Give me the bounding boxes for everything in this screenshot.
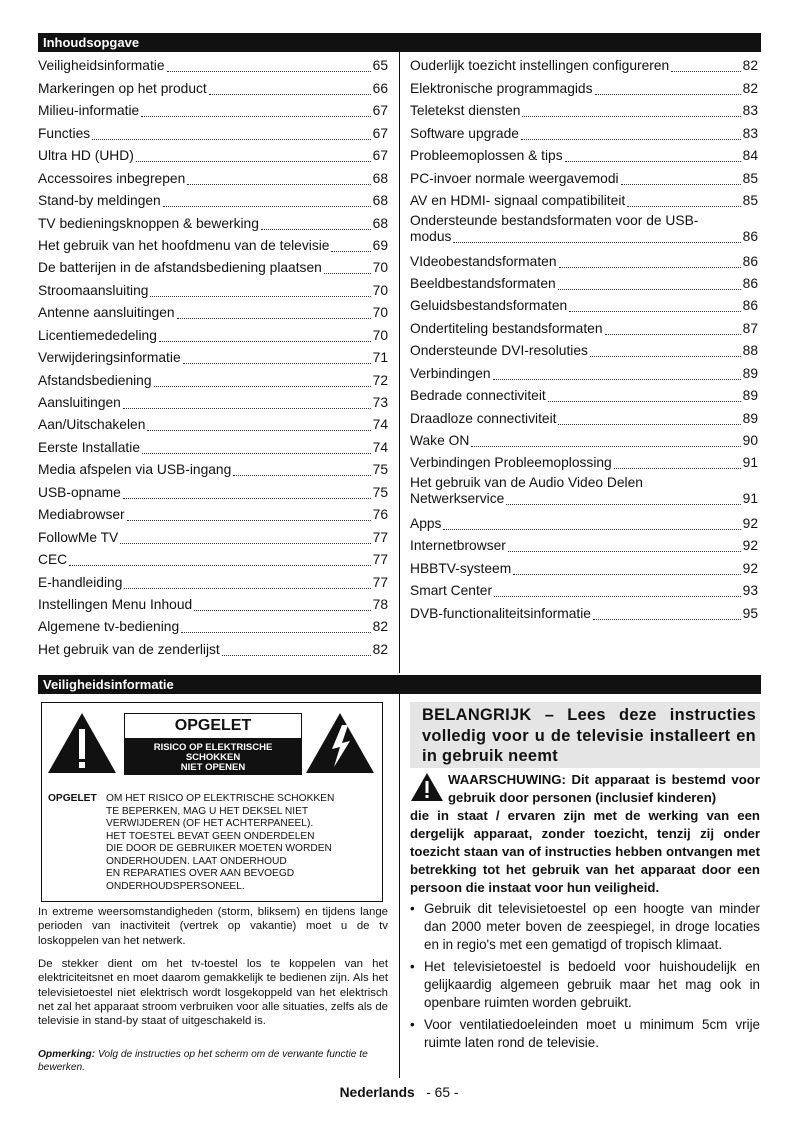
toc-entry-title: Smart Center bbox=[410, 583, 493, 599]
toc-entry-title: Elektronische programmagids bbox=[410, 80, 593, 96]
toc-leader bbox=[209, 94, 371, 95]
toc-entry bbox=[38, 411, 388, 433]
toc-entry-title: Accessoires inbegrepen bbox=[38, 170, 186, 186]
toc-leader bbox=[124, 588, 370, 589]
toc-page-number: 75 bbox=[372, 484, 388, 500]
toc-leader bbox=[123, 498, 371, 499]
toc-page-number: 67 bbox=[372, 103, 388, 119]
toc-entry-title: Aan/Uitschakelen bbox=[38, 417, 146, 433]
toc-entry bbox=[38, 232, 388, 254]
toc-entry bbox=[410, 337, 758, 359]
toc-entry-title: Afstandsbediening bbox=[38, 372, 152, 388]
toc-entry-title: Het gebruik van het hoofdmenu van de televisie bbox=[38, 237, 330, 253]
footer-language: Nederlands bbox=[339, 1085, 415, 1100]
toc-leader bbox=[565, 161, 741, 162]
toc-leader bbox=[167, 71, 371, 72]
toc-leader bbox=[154, 386, 371, 387]
toc-entry bbox=[38, 501, 388, 523]
toc-entry-title: Stroomaansluiting bbox=[38, 282, 149, 298]
toc-leader bbox=[163, 206, 371, 207]
toc-entry-title: FollowMe TV bbox=[38, 529, 119, 545]
toc-leader bbox=[181, 632, 371, 633]
toc-entry bbox=[38, 52, 388, 74]
toc-entry-title: VIdeobestandsformaten bbox=[410, 253, 557, 269]
toc-leader bbox=[443, 529, 740, 530]
toc-entry bbox=[410, 97, 758, 119]
toc-leader bbox=[493, 379, 741, 380]
toc-entry-title: Het gebruik van de zenderlijst bbox=[38, 641, 220, 657]
toc-entry-title: Apps bbox=[410, 515, 442, 531]
caution-line: OM HET RISICO OP ELEKTRISCHE SCHOKKEN bbox=[106, 793, 335, 804]
bullet-dot: • bbox=[410, 959, 415, 974]
toc-leader bbox=[521, 139, 741, 140]
toc-page-number: 68 bbox=[372, 215, 388, 231]
toc-leader bbox=[324, 273, 371, 274]
caution-label bbox=[124, 713, 302, 775]
toc-entry-title: Eerste Installatie bbox=[38, 439, 140, 455]
caution-sub-line: RISICO OP ELEKTRISCHE bbox=[153, 742, 273, 753]
toc-page-number: 77 bbox=[372, 574, 388, 590]
toc-entry bbox=[410, 74, 758, 96]
toc-page-number: 89 bbox=[742, 410, 758, 426]
toc-page-number: 82 bbox=[372, 619, 388, 635]
toc-page-number: 82 bbox=[742, 58, 758, 74]
caution-line: VERWIJDEREN (OF HET ACHTERPANEEL). bbox=[106, 818, 314, 829]
toc-entry bbox=[410, 314, 758, 336]
toc-page-number: 78 bbox=[372, 596, 388, 612]
toc-page-number: 70 bbox=[372, 260, 388, 276]
toc-page-number: 69 bbox=[372, 237, 388, 253]
toc-entry-title: Wake ON bbox=[410, 433, 470, 448]
toc-entry-title: Probleemoplossen & tips bbox=[410, 148, 563, 164]
toc-page-number: 68 bbox=[372, 193, 388, 209]
toc-entry bbox=[410, 247, 758, 269]
toc-entry bbox=[410, 270, 758, 292]
toc-entry bbox=[410, 187, 758, 209]
toc-entry-title: Netwerkservice bbox=[410, 491, 505, 507]
toc-page-number: 65 bbox=[372, 58, 388, 74]
toc-entry bbox=[410, 427, 758, 449]
toc-entry bbox=[410, 52, 758, 74]
toc-entry-title: HBBTV-systeem bbox=[410, 560, 512, 576]
caution-line: ONDERHOUDSPERSONEEL. bbox=[106, 880, 245, 892]
toc-page-number: 77 bbox=[372, 529, 388, 545]
toc-leader bbox=[127, 520, 371, 521]
caution-line: ONDERHOUDEN. LAAT ONDERHOUD bbox=[106, 855, 287, 867]
caution-sub-line: NIET OPENEN bbox=[180, 762, 246, 773]
toc-leader bbox=[141, 116, 370, 117]
bullet-text: Het televisietoestel is bedoeld voor huishoudelijk en gelijkaardig algemeen gebruik maar het mag ook in openbare ruimten worden gebruikt. bbox=[424, 959, 760, 1010]
toc-entry-title: Media afspelen via USB-ingang bbox=[38, 462, 232, 478]
toc-entry-title: Instellingen Menu Inhoud bbox=[38, 596, 193, 612]
toc-leader bbox=[559, 267, 741, 268]
toc-page-number: 71 bbox=[372, 350, 388, 366]
toc-entry-title: Draadloze connectiviteit bbox=[410, 410, 557, 426]
toc-page-number: 67 bbox=[372, 125, 388, 141]
electric-shock-icon bbox=[304, 711, 376, 775]
toc-leader bbox=[522, 116, 740, 117]
toc-leader bbox=[605, 334, 741, 335]
toc-entry bbox=[38, 344, 388, 366]
toc-leader bbox=[471, 446, 740, 447]
toc-page-number: 82 bbox=[372, 641, 388, 657]
toc-entry bbox=[410, 404, 758, 426]
toc-leader bbox=[177, 318, 371, 319]
note bbox=[38, 1048, 388, 1074]
toc-page-number: 84 bbox=[742, 148, 758, 164]
toc-page-number: 86 bbox=[742, 229, 758, 245]
toc-leader bbox=[123, 408, 371, 409]
toc-leader bbox=[593, 619, 741, 620]
toc-page-number: 70 bbox=[372, 327, 388, 343]
toc-entry-title: Het gebruik van de Audio Video Delen bbox=[410, 475, 643, 491]
toc-entry bbox=[410, 577, 758, 599]
toc-entry bbox=[38, 187, 388, 209]
toc-leader bbox=[595, 94, 741, 95]
toc-page-number: 68 bbox=[372, 170, 388, 186]
column-divider bbox=[399, 694, 400, 1078]
note-label: Opmerking: bbox=[38, 1049, 96, 1060]
toc-leader bbox=[147, 430, 370, 431]
toc-entry bbox=[38, 97, 388, 119]
bullet-text: Voor ventilatiedoeleinden moet u minimum 5cm vrije ruimte laten rond de televisie. bbox=[424, 1017, 760, 1050]
toc-page-number: 77 bbox=[372, 552, 388, 568]
bullet-text: Gebruik dit televisietoestel op een hoogte van minder dan 2000 meter boven de zeespiegel, in droge locaties en in regio's met een gematigd of tropisch klimaat. bbox=[424, 901, 760, 952]
caution-subtitle bbox=[124, 739, 302, 775]
caution-title: OPGELET bbox=[124, 713, 302, 739]
note-text: Volg de instructies op het scherm om de verwante functie te bewerken. bbox=[38, 1049, 368, 1073]
toc-entry bbox=[410, 509, 758, 531]
toc-entry-title: modus bbox=[410, 229, 452, 245]
toc-entry bbox=[38, 433, 388, 455]
toc-leader bbox=[120, 543, 370, 544]
toc-left-column bbox=[38, 52, 388, 658]
toc-leader bbox=[222, 655, 371, 656]
page-number: - 65 - bbox=[426, 1085, 459, 1100]
toc-leader bbox=[590, 356, 741, 357]
toc-entry-title: Verbindingen bbox=[410, 365, 491, 381]
toc-page-number: 70 bbox=[372, 305, 388, 321]
caution-line: TE BEPERKEN, MAG U HET DEKSEL NIET bbox=[106, 805, 309, 817]
toc-entry-title: Milieu-informatie bbox=[38, 103, 140, 119]
toc-page-number: 83 bbox=[742, 125, 758, 141]
toc-entry bbox=[410, 532, 758, 554]
toc-leader bbox=[671, 71, 740, 72]
toc-entry-title: Ondertiteling bestandsformaten bbox=[410, 320, 603, 336]
toc-leader bbox=[614, 468, 741, 469]
caution-sub-line: SCHOKKEN bbox=[185, 752, 241, 763]
toc-entry-title: Markeringen op het product bbox=[38, 80, 207, 96]
toc-leader bbox=[183, 363, 371, 364]
warning-first: WAARSCHUWING: Dit apparaat is bestemd voor gebruik door personen (inclusief kinderen) bbox=[448, 772, 760, 805]
toc-leader bbox=[558, 424, 740, 425]
toc-entry-title: Software upgrade bbox=[410, 125, 519, 141]
warning-paragraph bbox=[410, 771, 760, 897]
toc-leader bbox=[136, 161, 371, 162]
caution-text bbox=[48, 793, 378, 893]
toc-entry-title: Mediabrowser bbox=[38, 507, 125, 523]
bullet-item bbox=[410, 958, 760, 1012]
toc-entry bbox=[410, 554, 758, 576]
toc-page-number: 86 bbox=[742, 298, 758, 314]
toc-page-number: 91 bbox=[742, 491, 758, 507]
toc-entry-title: Functies bbox=[38, 125, 91, 141]
toc-entry-title: De batterijen in de afstandsbediening plaatsen bbox=[38, 260, 322, 276]
toc-leader bbox=[187, 184, 370, 185]
toc-entry-title: E-handleiding bbox=[38, 574, 123, 590]
page-footer bbox=[0, 1085, 798, 1100]
toc-entry bbox=[38, 142, 388, 164]
toc-leader bbox=[233, 475, 370, 476]
toc-leader bbox=[621, 184, 741, 185]
toc-entry-title: Algemene tv-bediening bbox=[38, 619, 180, 635]
toc-page-number: 73 bbox=[372, 395, 388, 410]
toc-entry-title: Internetbrowser bbox=[410, 538, 506, 554]
toc-entry-title: Verbindingen Probleemoplossing bbox=[410, 455, 612, 471]
toc-leader bbox=[261, 229, 371, 230]
toc-leader bbox=[627, 206, 740, 207]
paragraph-plug: De stekker dient om het tv-toestel los te koppelen van het elektriciteitsnet en moet daarom gemakkelijk te bedienen zijn. Als het televisietoestel niet elektrisch wordt losgekoppeld van het elektrisch net zal het apparaat stroom verbruiken voor alle situaties, zelfs als de televisie in stand-by staat of uitgeschakeld is. bbox=[38, 958, 388, 1028]
toc-page-number: 86 bbox=[742, 253, 758, 269]
toc-entry-title: Licentiemededeling bbox=[38, 327, 157, 343]
toc-leader bbox=[194, 610, 370, 611]
toc-leader bbox=[69, 565, 371, 566]
toc-leader bbox=[548, 401, 741, 402]
toc-page-number: 91 bbox=[742, 455, 758, 471]
toc-entry bbox=[38, 568, 388, 590]
toc-entry bbox=[38, 164, 388, 186]
toc-leader bbox=[506, 504, 740, 505]
toc-entry-title: Beeldbestandsformaten bbox=[410, 275, 556, 291]
bullet-list bbox=[410, 900, 760, 1056]
caution-line: HET TOESTEL BEVAT GEEN ONDERDELEN bbox=[106, 830, 315, 842]
toc-entry-title: Ondersteunde bestandsformaten voor de USB- bbox=[410, 213, 699, 229]
toc-entry bbox=[38, 613, 388, 635]
toc-entry-title: DVB-functionaliteitsinformatie bbox=[410, 605, 591, 621]
toc-entry-title: Verwijderingsinformatie bbox=[38, 350, 181, 366]
bullet-dot: • bbox=[410, 901, 415, 916]
toc-entry-title: CEC bbox=[38, 552, 68, 568]
toc-page-number: 85 bbox=[742, 170, 758, 186]
safety-heading: Veiligheidsinformatie bbox=[38, 675, 761, 694]
toc-page-number: 83 bbox=[742, 103, 758, 119]
toc-page-number: 90 bbox=[742, 433, 758, 448]
toc-page-number: 92 bbox=[742, 515, 758, 531]
toc-entry-title: Veiligheidsinformatie bbox=[38, 58, 165, 74]
toc-entry bbox=[38, 546, 388, 568]
toc-entry bbox=[38, 523, 388, 545]
toc-page-number: 92 bbox=[742, 538, 758, 554]
toc-page-number: 92 bbox=[742, 560, 758, 576]
toc-entry bbox=[38, 299, 388, 321]
toc-entry bbox=[38, 209, 388, 231]
bullet-dot: • bbox=[410, 1017, 415, 1032]
toc-entry-title: AV en HDMI- signaal compatibiliteit bbox=[410, 193, 626, 209]
toc-entry bbox=[38, 321, 388, 343]
toc-entry-title: PC-invoer normale weergavemodi bbox=[410, 170, 619, 186]
toc-entry-title: Stand-by meldingen bbox=[38, 193, 161, 209]
toc-leader bbox=[508, 551, 741, 552]
toc-entry bbox=[38, 591, 388, 613]
bullet-item bbox=[410, 900, 760, 954]
toc-page-number: 85 bbox=[742, 193, 758, 209]
toc-entry-title: Aansluitingen bbox=[38, 395, 121, 410]
toc-entry bbox=[38, 254, 388, 276]
important-notice: BELANGRIJK – Lees deze instructies volledig voor u de televisie installeert en in gebruik neemt bbox=[410, 702, 760, 768]
toc-page-number: 93 bbox=[742, 583, 758, 599]
toc-entry bbox=[410, 292, 758, 314]
toc-page-number: 89 bbox=[742, 365, 758, 381]
toc-page-number: 70 bbox=[372, 282, 388, 298]
toc-heading: Inhoudsopgave bbox=[38, 33, 761, 52]
column-divider bbox=[399, 52, 400, 673]
toc-right-column bbox=[410, 52, 758, 622]
toc-entry bbox=[410, 382, 758, 404]
toc-page-number: 89 bbox=[742, 388, 758, 404]
toc-page-number: 76 bbox=[372, 507, 388, 523]
caution-line: EN REPARATIES OVER AAN BEVOEGD bbox=[106, 868, 295, 879]
toc-leader bbox=[331, 251, 370, 252]
exclamation-warning-icon bbox=[46, 711, 118, 775]
toc-leader bbox=[569, 311, 740, 312]
toc-page-number: 66 bbox=[372, 80, 388, 96]
toc-leader bbox=[494, 596, 741, 597]
toc-leader bbox=[558, 289, 741, 290]
toc-entry bbox=[38, 478, 388, 500]
caution-box bbox=[41, 702, 383, 902]
toc-entry-title: Teletekst diensten bbox=[410, 103, 521, 119]
toc-page-number: 88 bbox=[742, 343, 758, 359]
toc-leader bbox=[92, 139, 370, 140]
toc-page-number: 74 bbox=[372, 417, 388, 433]
paragraph-weather: In extreme weersomstandigheden (storm, bliksem) en tijdens lange perioden van inactiviteit (vertrek op vakantie) moet u de tv loskoppelen van het netwerk. bbox=[38, 906, 388, 947]
toc-entry bbox=[410, 119, 758, 141]
toc-entry-title: USB-opname bbox=[38, 484, 121, 500]
toc-entry bbox=[38, 119, 388, 141]
toc-page-number: 74 bbox=[372, 439, 388, 455]
toc-entry-title: Bedrade connectiviteit bbox=[410, 388, 546, 404]
toc-page-number: 82 bbox=[742, 80, 758, 96]
toc-leader bbox=[453, 242, 740, 243]
toc-entry-title: Ondersteunde DVI-resoluties bbox=[410, 343, 588, 359]
caution-line: DIE DOOR DE GEBRUIKER MOETEN WORDEN bbox=[106, 843, 332, 854]
toc-leader bbox=[142, 453, 371, 454]
toc-entry bbox=[410, 471, 758, 509]
toc-entry bbox=[410, 359, 758, 381]
toc-page-number: 72 bbox=[372, 372, 388, 388]
warning-rest: die in staat / ervaren zijn met de werking van een dergelijk apparaat, zonder toezicht, tenzij zij onder toezicht staan van of instructies hebben ontvangen met betrekking tot het gebruik van het apparaat door een persoon die instaat voor hun veiligheid. bbox=[410, 808, 760, 895]
toc-entry bbox=[410, 449, 758, 471]
toc-entry bbox=[38, 456, 388, 478]
toc-page-number: 67 bbox=[372, 148, 388, 164]
toc-entry bbox=[38, 635, 388, 657]
toc-entry bbox=[410, 209, 758, 247]
bullet-item bbox=[410, 1016, 760, 1052]
toc-entry bbox=[38, 389, 388, 411]
toc-entry bbox=[410, 164, 758, 186]
toc-entry bbox=[38, 366, 388, 388]
toc-page-number: 86 bbox=[742, 275, 758, 291]
toc-leader bbox=[159, 341, 371, 342]
toc-entry-title: TV bedieningsknoppen & bewerking bbox=[38, 215, 259, 231]
toc-entry bbox=[38, 276, 388, 298]
toc-page-number: 75 bbox=[372, 462, 388, 478]
toc-page-number: 87 bbox=[742, 320, 758, 336]
toc-entry-title: Ouderlijk toezicht instellingen configureren bbox=[410, 58, 670, 74]
toc-entry bbox=[38, 74, 388, 96]
toc-leader bbox=[513, 574, 740, 575]
toc-leader bbox=[150, 296, 370, 297]
toc-entry-title: Antenne aansluitingen bbox=[38, 305, 175, 321]
toc-entry bbox=[410, 599, 758, 621]
caution-lead: OPGELET bbox=[48, 793, 97, 804]
toc-page-number: 95 bbox=[742, 605, 758, 621]
toc-entry bbox=[410, 142, 758, 164]
toc-entry-title: Geluidsbestandsformaten bbox=[410, 298, 568, 314]
toc-entry-title: Ultra HD (UHD) bbox=[38, 148, 134, 164]
